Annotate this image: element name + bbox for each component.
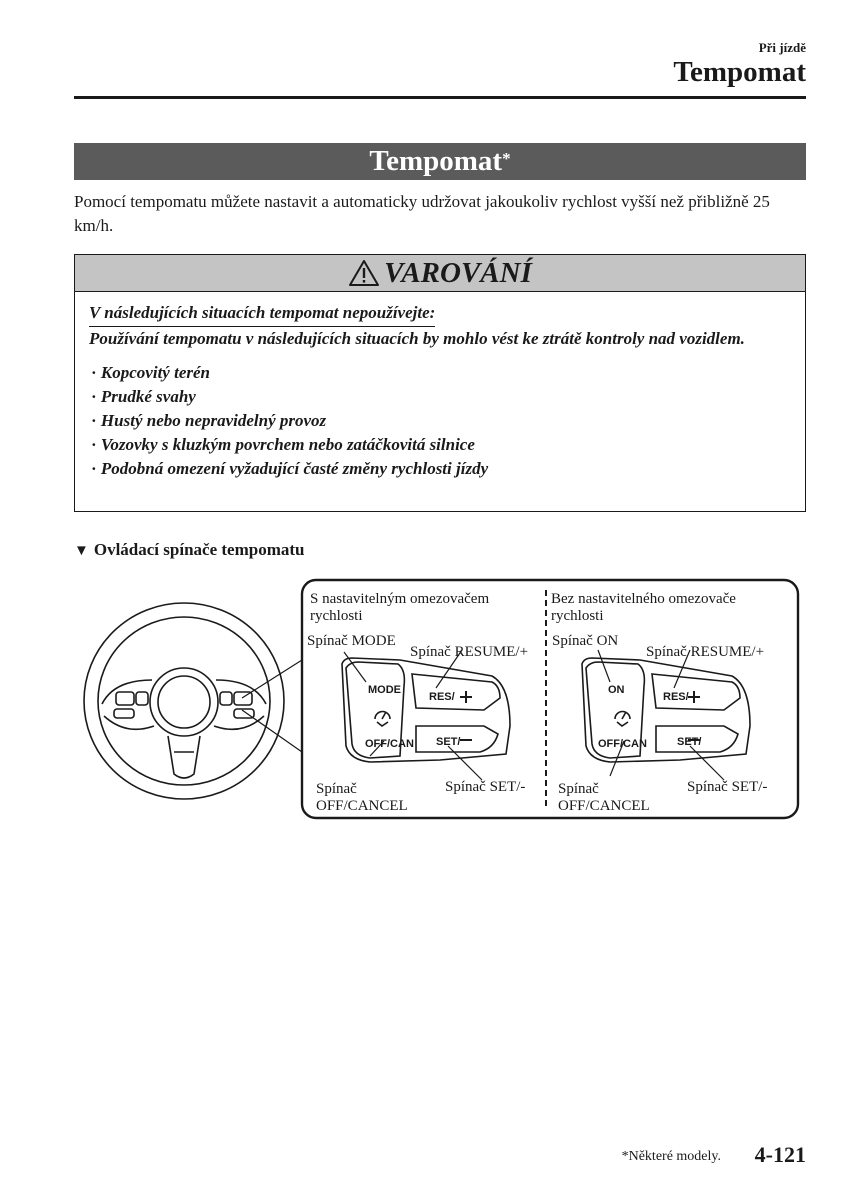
cancel-button-label: OFF/CAN: [365, 738, 414, 750]
left-panel-caption: S nastavitelným omezovačem rychlosti: [310, 591, 490, 624]
warning-box: [74, 254, 806, 512]
warning-subheading: V následujících situacích tempomat nepoužívejte:: [89, 301, 435, 327]
section-label: Při jízdě: [758, 40, 806, 55]
set-switch-callout: Spínač SET/-: [445, 779, 526, 795]
controls-heading: [74, 540, 304, 560]
cancel-switch-callout-2: OFF/CANCEL: [316, 798, 408, 814]
resume-button-label: RES/: [663, 691, 689, 703]
set-switch-callout: Spínač SET/-: [687, 779, 768, 795]
page-number: 4-121: [754, 1142, 806, 1167]
mode-switch-callout: Spínač MODE: [307, 633, 396, 649]
list-item: · Kopcovitý terén: [91, 361, 791, 385]
set-button-label: SET/: [677, 736, 702, 748]
right-panel-caption-2: rychlosti: [551, 608, 604, 624]
list-item: · Prudké svahy: [91, 385, 791, 409]
resume-switch-callout: Spínač RESUME/+: [646, 644, 765, 660]
resume-button-label: RES/: [429, 691, 455, 703]
title-asterisk: *: [502, 148, 511, 168]
down-triangle-icon: ▼: [74, 543, 89, 559]
on-button-label: ON: [608, 684, 625, 696]
warning-triangle-icon: [348, 259, 380, 287]
resume-switch-callout: Spínač RESUME/+: [410, 644, 529, 660]
warning-list: [89, 361, 791, 481]
footnote: *Některé modely.: [621, 1149, 721, 1164]
warning-body: [75, 292, 805, 481]
controls-illustration: [74, 576, 806, 826]
controls-heading-text: Ovládací spínače tempomatu: [93, 540, 305, 559]
cancel-switch-callout-1: Spínač: [558, 781, 599, 797]
warning-text: Používání tempomatu v následujících situacích by mohlo vést ke ztrátě kontroly nad vozidlem.: [89, 329, 745, 348]
page-title: Tempomat: [369, 145, 503, 177]
set-button-label: SET/: [436, 736, 461, 748]
cancel-switch-callout-2: OFF/CANCEL: [558, 798, 650, 814]
on-switch-callout: Spínač ON: [552, 633, 619, 649]
list-item: · Vozovky s kluzkým povrchem nebo zatáčkovitá silnice: [91, 433, 791, 457]
warning-header: [75, 255, 805, 292]
cancel-switch-callout-1: Spínač: [316, 781, 357, 797]
title-bar: [74, 143, 806, 180]
header-rule: [74, 96, 806, 99]
list-item: · Hustý nebo nepravidelný provoz: [91, 409, 791, 433]
steering-wheel-icon: [84, 603, 284, 799]
list-item: · Podobná omezení vyžadující časté změny rychlosti jízdy: [91, 457, 791, 481]
intro-paragraph: Pomocí tempomatu můžete nastavit a automaticky udržovat jakoukoliv rychlost vyšší než přibližně 25 km/h.: [74, 192, 770, 235]
mode-button-label: MODE: [368, 684, 401, 696]
cancel-button-label: OFF/CAN: [598, 738, 647, 750]
warning-heading: VAROVÁNÍ: [384, 256, 532, 289]
chapter-title: Tempomat: [673, 56, 806, 88]
zoom-connector: [242, 660, 302, 752]
right-panel-caption-1: Bez nastavitelného omezovače: [551, 591, 736, 607]
